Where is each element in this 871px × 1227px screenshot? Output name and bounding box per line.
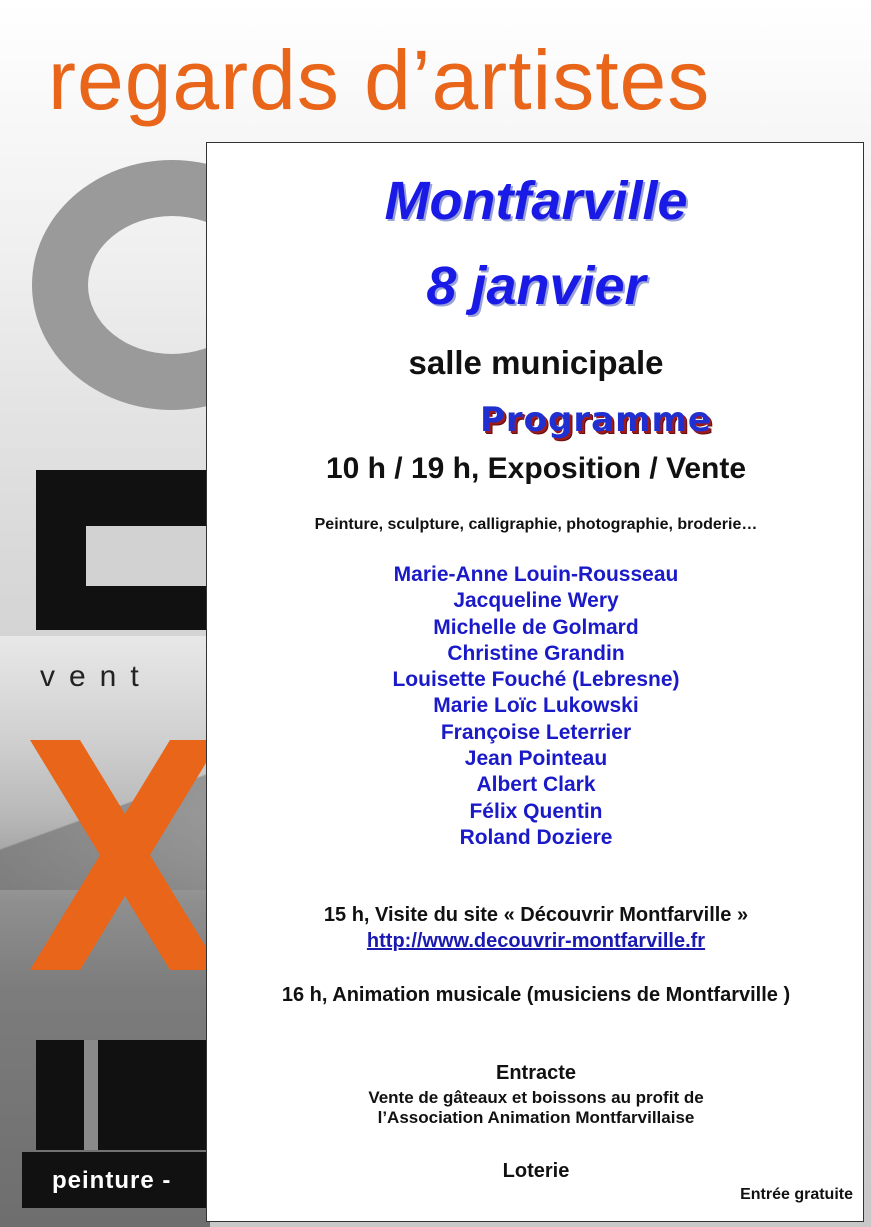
brand-title: regards d’artistes (48, 33, 711, 127)
website-link[interactable]: http://www.decouvrir-montfarville.fr (366, 930, 706, 952)
artist-name: Françoise Leterrier (440, 720, 632, 744)
free-entry-label: Entrée gratuite (740, 1186, 853, 1203)
sale-line-1: Vente de gâteaux et boissons au profit de (368, 1088, 704, 1107)
artist-name: Christine Grandin (447, 641, 625, 665)
arts-list: Peinture, sculpture, calligraphie, photographie, broderie… (314, 516, 758, 533)
entracte-heading: Entracte (495, 1062, 577, 1084)
artist-name: Marie-Anne Louin-Rousseau (393, 563, 679, 586)
artist-name: Jean Pointeau (464, 747, 608, 771)
date-title: 8 janvier (426, 256, 646, 316)
artist-name: Jacqueline Wery (453, 589, 619, 613)
sale-line-2: l’Association Animation Montfarvillaise (377, 1108, 695, 1127)
footer-label: peinture - (52, 1167, 172, 1194)
artist-list (206, 562, 866, 851)
artist-name: Louisette Fouché (Lebresne) (392, 668, 680, 692)
site-visit: 15 h, Visite du site « Découvrir Montfarville » (323, 904, 749, 926)
expo-hours: 10 h / 19 h, Exposition / Vente (325, 452, 747, 485)
artist-name: Michelle de Golmard (433, 615, 639, 639)
venue-label: salle municipale (408, 344, 664, 381)
program-heading: Programme (479, 400, 712, 440)
lottery-label: Loterie (502, 1160, 570, 1182)
artist-name: Roland Doziere (459, 825, 613, 849)
artist-name: Albert Clark (476, 773, 596, 797)
letter-p-graphic (36, 470, 226, 630)
letter-x-graphic (30, 740, 220, 970)
artist-name: Félix Quentin (469, 799, 603, 823)
vent-label: vent (40, 660, 153, 693)
artist-name: Marie Loïc Lukowski (433, 694, 639, 718)
music-animation: 16 h, Animation musicale (musiciens de Montfarville ) (281, 984, 791, 1006)
town-title: Montfarville (384, 171, 688, 231)
letter-e-graphic (36, 1040, 216, 1150)
